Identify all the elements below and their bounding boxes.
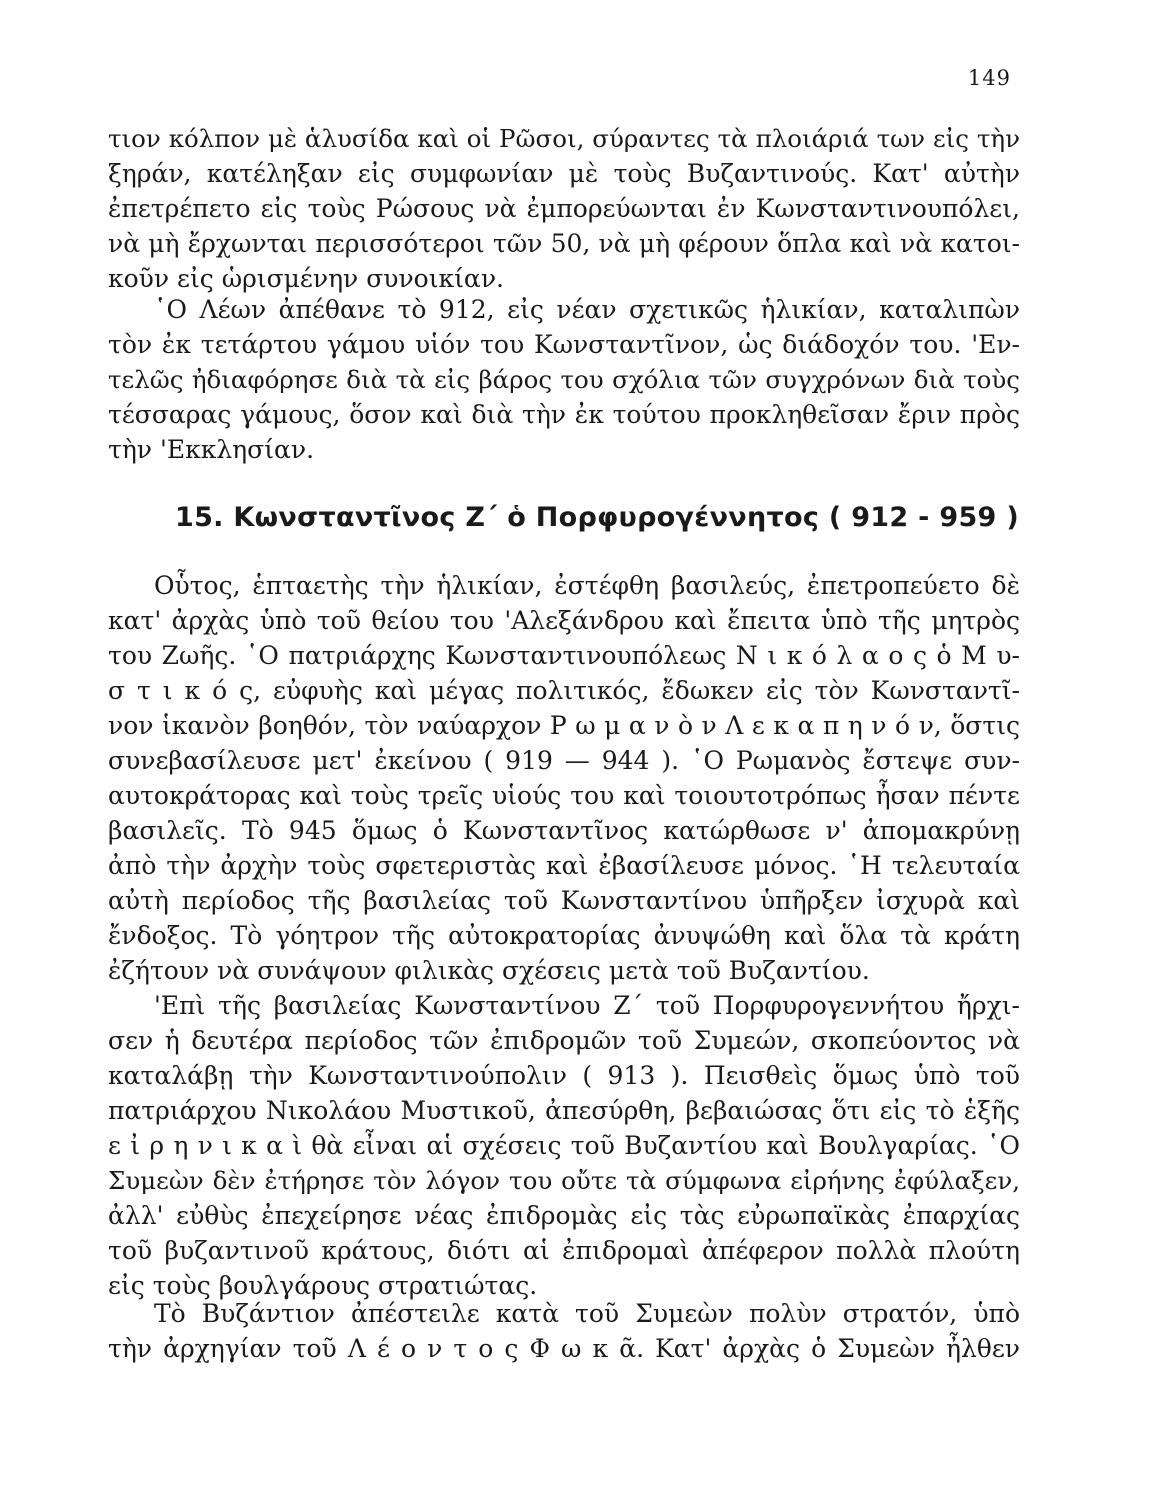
text-line: τέσσαρας γάμους, ὅσον καὶ διὰ τὴν ἐκ τούτου προκληθεῖσαν ἔριν πρὸς (108, 400, 1020, 429)
text-line: αυτοκράτορας καὶ τοὺς τρεῖς υἱούς του καὶ τοιουτοτρόπως ἦσαν πέντε (108, 781, 1020, 810)
text-line: συνεβασίλευσε μετ' ἐκείνου ( 919 — 944 ). ῾Ο Ρωμανὸς ἔστεψε συν- (108, 746, 1020, 775)
text-line: τὸν ἐκ τετάρτου γάμου υἱόν του Κωνσταντῖνον, ὡς διάδοχόν του. 'Εν- (108, 330, 1020, 359)
text-line: Τὸ Βυζάντιον ἀπέστειλε κατὰ τοῦ Συμεὼν πολὺν στρατόν, ὑπὸ (154, 1299, 1020, 1328)
paragraph-1 (108, 121, 1020, 296)
text-line: κοῦν εἰς ὡρισμένην συνοικίαν. (108, 264, 504, 293)
text-line: Οὗτος, ἑπταετὴς τὴν ἡλικίαν, ἐστέφθη βασιλεύς, ἐπετροπεύετο δὲ (154, 571, 1020, 600)
text-line: ῾Ο Λέων ἀπέθανε τὸ 912, εἰς νέαν σχετικῶς ἡλικίαν, καταλιπὼν (154, 295, 1020, 324)
text-line: σ τ ι κ ό ς, εὐφυὴς καὶ μέγας πολιτικός, ἔδωκεν εἰς τὸν Κωνσταντῖ- (108, 676, 1020, 705)
text-line: εἰς τοὺς βουλγάρους στρατιώτας. (108, 1271, 538, 1300)
text-line: κατ' ἀρχὰς ὑπὸ τοῦ θείου του 'Αλεξάνδρου καὶ ἔπειτα ὑπὸ τῆς μητρὸς (108, 606, 1020, 635)
page-number: 149 (967, 66, 1011, 90)
text-line: ἀπὸ τὴν ἀρχὴν τοὺς σφετεριστὰς καὶ ἐβασίλευσε μόνος. ῾Η τελευταία (108, 851, 1020, 880)
section-heading: 15. Κωνσταντῖνος Ζ΄ ὁ Πορφυρογέννητος ( 912 - 959 ) (175, 502, 1019, 533)
paragraph-3 (108, 568, 1020, 988)
text-line: τιον κόλπον μὲ ἁλυσίδα καὶ οἱ Ρῶσοι, σύραντες τὰ πλοιάριά των εἰς τὴν (108, 124, 1020, 153)
text-line: ξηράν, κατέληξαν εἰς συμφωνίαν μὲ τοὺς Βυζαντινούς. Κατ' αὐτὴν (108, 159, 1020, 188)
paragraph-2 (108, 292, 1020, 467)
paragraph-5 (108, 1296, 1020, 1366)
text-line: 'Επὶ τῆς βασιλείας Κωνσταντίνου Ζ΄ τοῦ Πορφυρογεννήτου ἤρχι- (154, 991, 1020, 1020)
text-line: τελῶς ἠδιαφόρησε διὰ τὰ εἰς βάρος του σχόλια τῶν συγχρόνων διὰ τοὺς (108, 365, 1020, 394)
text-line: νον ἱκανὸν βοηθόν, τὸν ναύαρχον Ρ ω μ α ν ὸ ν Λ ε κ α π η ν ό ν, ὅστις (108, 711, 1020, 740)
text-line: τὴν ἀρχηγίαν τοῦ Λ έ ο ν τ ο ς Φ ω κ ᾶ. Κατ' ἀρχὰς ὁ Συμεὼν ἦλθεν (108, 1334, 1020, 1363)
text-line: τὴν 'Εκκλησίαν. (108, 435, 315, 464)
paragraph-4 (108, 988, 1020, 1303)
text-line: σεν ἡ δευτέρα περίοδος τῶν ἐπιδρομῶν τοῦ Συμεών, σκοπεύοντος νὰ (108, 1026, 1020, 1055)
text-line: νὰ μὴ ἔρχωνται περισσότεροι τῶν 50, νὰ μὴ φέρουν ὅπλα καὶ νὰ κατοι- (108, 229, 1020, 258)
text-line: ἀλλ' εὐθὺς ἐπεχείρησε νέας ἐπιδρομὰς εἰς τὰς εὐρωπαϊκὰς ἐπαρχίας (108, 1201, 1020, 1230)
text-line: του Ζωῆς. ῾Ο πατριάρχης Κωνσταντινουπόλεως Ν ι κ ό λ α ο ς ὁ Μ υ- (108, 641, 1020, 670)
text-line: ἔνδοξος. Τὸ γόητρον τῆς αὐτοκρατορίας ἀνυψώθη καὶ ὅλα τὰ κράτη (108, 921, 1020, 950)
text-line: αὐτὴ περίοδος τῆς βασιλείας τοῦ Κωνσταντίνου ὑπῆρξεν ἰσχυρὰ καὶ (108, 886, 1020, 915)
text-line: ἐπετρέπετο εἰς τοὺς Ρώσους νὰ ἐμπορεύωνται ἐν Κωνσταντινουπόλει, (108, 194, 1020, 223)
text-line: τοῦ βυζαντινοῦ κράτους, διότι αἱ ἐπιδρομαὶ ἀπέφερον πολλὰ πλούτη (108, 1236, 1020, 1265)
text-line: καταλάβῃ τὴν Κωνσταντινούπολιν ( 913 ). Πεισθεὶς ὅμως ὑπὸ τοῦ (108, 1061, 1020, 1090)
text-line: Συμεὼν δὲν ἐτήρησε τὸν λόγον του οὔτε τὰ σύμφωνα εἰρήνης ἐφύλαξεν, (108, 1166, 1020, 1195)
text-line: βασιλεῖς. Τὸ 945 ὅμως ὁ Κωνσταντῖνος κατώρθωσε ν' ἀπομακρύνῃ (108, 816, 1020, 845)
text-line: πατριάρχου Νικολάου Μυστικοῦ, ἀπεσύρθη, βεβαιώσας ὅτι εἰς τὸ ἑξῆς (108, 1096, 1020, 1125)
text-line: ἐζήτουν νὰ συνάψουν φιλικὰς σχέσεις μετὰ τοῦ Βυζαντίου. (108, 956, 870, 985)
text-line: ε ἰ ρ η ν ι κ α ὶ θὰ εἶναι αἱ σχέσεις τοῦ Βυζαντίου καὶ Βουλγαρίας. ῾Ο (108, 1131, 1020, 1160)
